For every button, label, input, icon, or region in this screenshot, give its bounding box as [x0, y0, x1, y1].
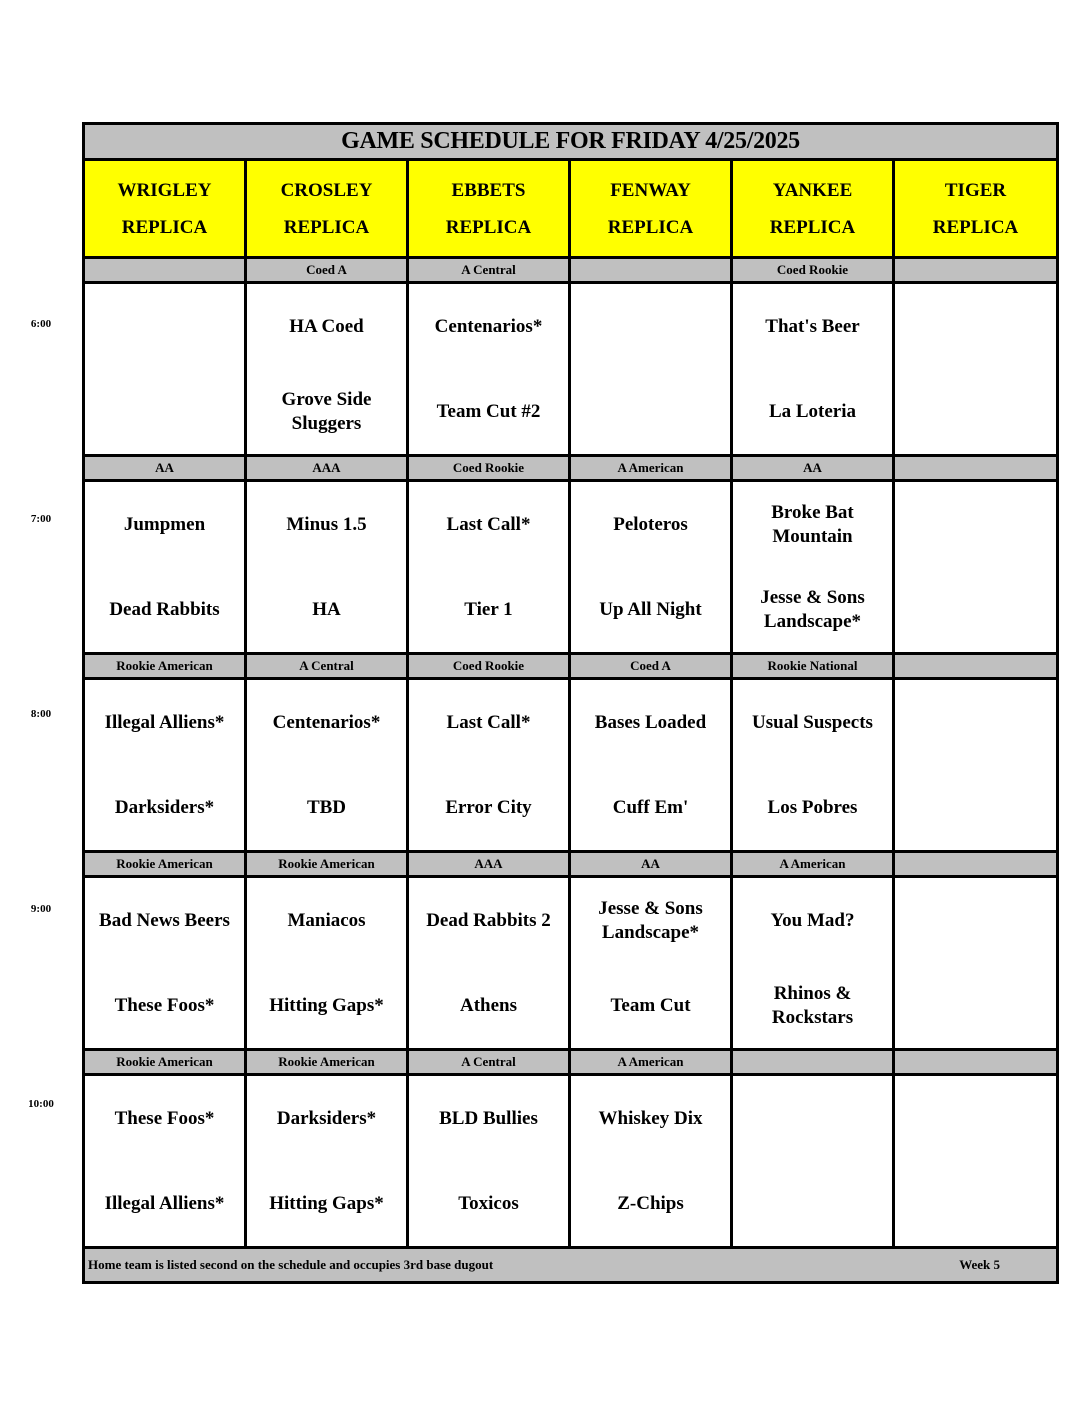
division-row — [84, 654, 1058, 679]
division-label — [894, 456, 1058, 481]
division-label — [570, 258, 732, 283]
home-team: Z-Chips — [617, 1192, 684, 1214]
division-label: Coed A — [246, 258, 408, 283]
away-team: You Mad? — [770, 909, 855, 931]
home-team: Los Pobres — [767, 796, 858, 818]
division-row — [84, 456, 1058, 481]
away-team: Illegal Alliens* — [104, 711, 225, 733]
division-label: A Central — [408, 1050, 570, 1075]
division-label: AAA — [408, 852, 570, 877]
field-header — [408, 160, 570, 258]
away-team — [901, 284, 1050, 369]
game-cell — [570, 283, 732, 456]
away-team: That's Beer — [765, 315, 860, 337]
home-team: Rhinos & Rockstars — [771, 982, 854, 1028]
field-header — [894, 160, 1058, 258]
field-sub: REPLICA — [445, 216, 532, 238]
field-header — [246, 160, 408, 258]
game-cell — [570, 481, 732, 654]
field-header — [732, 160, 894, 258]
away-team — [901, 1076, 1050, 1161]
division-label: Coed Rookie — [408, 654, 570, 679]
game-row — [84, 1075, 1058, 1248]
time-label: 7:00 — [30, 513, 52, 525]
home-team — [901, 963, 1050, 1048]
home-team — [901, 765, 1050, 850]
schedule-table — [82, 122, 1059, 1284]
game-row — [84, 283, 1058, 456]
division-label: AA — [84, 456, 246, 481]
division-label: Coed A — [570, 654, 732, 679]
away-team: Jesse & Sons Landscape* — [598, 897, 703, 943]
away-team — [91, 284, 238, 369]
game-cell — [84, 283, 246, 456]
time-label: 9:00 — [30, 903, 52, 915]
game-cell — [894, 481, 1058, 654]
field-header-row — [84, 160, 1058, 258]
field-header — [84, 160, 246, 258]
home-team: Darksiders* — [114, 796, 215, 818]
division-label: A Central — [246, 654, 408, 679]
game-cell — [570, 679, 732, 852]
game-cell — [732, 877, 894, 1050]
time-label: 10:00 — [28, 1098, 54, 1110]
field-sub: REPLICA — [283, 216, 370, 238]
game-cell — [894, 877, 1058, 1050]
home-team: Illegal Alliens* — [104, 1192, 225, 1214]
home-team — [901, 567, 1050, 652]
game-cell — [570, 877, 732, 1050]
division-label: Coed Rookie — [408, 456, 570, 481]
away-team: Broke Bat Mountain — [771, 501, 854, 547]
home-team: Tier 1 — [464, 598, 513, 620]
home-team: HA — [312, 598, 341, 620]
away-team — [901, 482, 1050, 567]
division-label — [894, 1050, 1058, 1075]
away-team: Last Call* — [446, 513, 531, 535]
division-label: Rookie American — [84, 852, 246, 877]
away-team — [577, 284, 724, 369]
home-team — [577, 369, 724, 454]
game-cell — [84, 679, 246, 852]
division-label — [894, 654, 1058, 679]
game-cell — [84, 877, 246, 1050]
division-label: AAA — [246, 456, 408, 481]
away-team: Minus 1.5 — [286, 513, 367, 535]
game-cell — [894, 283, 1058, 456]
division-row — [84, 258, 1058, 283]
game-row — [84, 877, 1058, 1050]
game-cell — [894, 679, 1058, 852]
time-label: 6:00 — [30, 318, 52, 330]
division-label: Rookie National — [732, 654, 894, 679]
division-label: Rookie American — [84, 654, 246, 679]
home-team: Grove Side Sluggers — [281, 388, 372, 434]
field-sub: REPLICA — [932, 216, 1019, 238]
game-cell — [246, 481, 408, 654]
game-cell — [732, 283, 894, 456]
away-team: Peloteros — [613, 513, 688, 535]
division-label: A American — [570, 1050, 732, 1075]
away-team: These Foos* — [114, 1107, 215, 1129]
field-name: EBBETS — [451, 179, 526, 201]
home-team: Hitting Gaps* — [269, 1192, 384, 1214]
home-team — [901, 1161, 1050, 1246]
away-team: Centenarios* — [272, 711, 381, 733]
game-cell — [246, 1075, 408, 1248]
footer-band — [84, 1248, 1058, 1283]
game-cell — [732, 679, 894, 852]
division-label — [894, 852, 1058, 877]
home-team — [739, 1161, 886, 1246]
home-team: Jesse & Sons Landscape* — [760, 586, 865, 632]
division-label: Coed Rookie — [732, 258, 894, 283]
home-team: Dead Rabbits — [109, 598, 220, 620]
footer-row — [84, 1248, 1058, 1283]
away-team: Jumpmen — [123, 513, 206, 535]
division-row — [84, 1050, 1058, 1075]
division-label: Rookie American — [246, 1050, 408, 1075]
away-team — [901, 680, 1050, 765]
division-row — [84, 852, 1058, 877]
time-column — [0, 0, 82, 1408]
away-team: Whiskey Dix — [598, 1107, 703, 1129]
home-team: These Foos* — [114, 994, 215, 1016]
game-cell — [84, 1075, 246, 1248]
division-label — [732, 1050, 894, 1075]
field-name: FENWAY — [610, 179, 691, 201]
game-cell — [408, 283, 570, 456]
week-label: Week 5 — [959, 1257, 1001, 1272]
home-team — [91, 369, 238, 454]
field-header — [570, 160, 732, 258]
field-sub: REPLICA — [769, 216, 856, 238]
game-cell — [246, 679, 408, 852]
division-label: Rookie American — [246, 852, 408, 877]
away-team — [901, 878, 1050, 963]
footer-note: Home team is listed second on the schedule and occupies 3rd base dugout — [88, 1257, 494, 1272]
division-label: Rookie American — [84, 1050, 246, 1075]
home-team: Toxicos — [458, 1192, 519, 1214]
away-team: Last Call* — [446, 711, 531, 733]
field-name: TIGER — [944, 179, 1007, 201]
away-team: BLD Bullies — [439, 1107, 538, 1129]
home-team: Team Cut — [610, 994, 691, 1016]
game-cell — [84, 481, 246, 654]
title-row — [84, 124, 1058, 160]
game-cell — [570, 1075, 732, 1248]
home-team — [901, 369, 1050, 454]
field-name: WRIGLEY — [117, 179, 212, 201]
game-cell — [246, 877, 408, 1050]
division-label: A American — [570, 456, 732, 481]
away-team: HA Coed — [289, 315, 364, 337]
game-row — [84, 679, 1058, 852]
home-team: TBD — [306, 796, 347, 818]
game-cell — [894, 1075, 1058, 1248]
home-team: Hitting Gaps* — [269, 994, 384, 1016]
game-cell — [408, 679, 570, 852]
field-name: YANKEE — [772, 179, 853, 201]
home-team: Athens — [459, 994, 517, 1016]
division-label — [84, 258, 246, 283]
away-team: Bad News Beers — [99, 909, 230, 931]
field-sub: REPLICA — [121, 216, 208, 238]
home-team: La Loteria — [768, 400, 857, 422]
game-row — [84, 481, 1058, 654]
time-label: 8:00 — [30, 708, 52, 720]
game-cell — [732, 1075, 894, 1248]
home-team: Up All Night — [599, 598, 702, 620]
field-sub: REPLICA — [607, 216, 694, 238]
field-name: CROSLEY — [280, 179, 373, 201]
game-cell — [246, 283, 408, 456]
game-cell — [408, 481, 570, 654]
division-label: A American — [732, 852, 894, 877]
away-team — [739, 1076, 886, 1161]
game-cell — [732, 481, 894, 654]
division-label: AA — [570, 852, 732, 877]
division-label: AA — [732, 456, 894, 481]
away-team: Maniacos — [287, 909, 366, 931]
away-team: Darksiders* — [276, 1107, 377, 1129]
division-label: A Central — [408, 258, 570, 283]
home-team: Team Cut #2 — [436, 400, 541, 422]
home-team: Error City — [445, 796, 532, 818]
away-team: Usual Suspects — [752, 711, 873, 733]
game-cell — [408, 877, 570, 1050]
away-team: Bases Loaded — [594, 711, 707, 733]
away-team: Centenarios* — [434, 315, 543, 337]
home-team: Cuff Em' — [612, 796, 689, 818]
away-team: Dead Rabbits 2 — [426, 909, 551, 931]
game-cell — [408, 1075, 570, 1248]
schedule-title: GAME SCHEDULE FOR FRIDAY 4/25/2025 — [84, 124, 1058, 160]
division-label — [894, 258, 1058, 283]
